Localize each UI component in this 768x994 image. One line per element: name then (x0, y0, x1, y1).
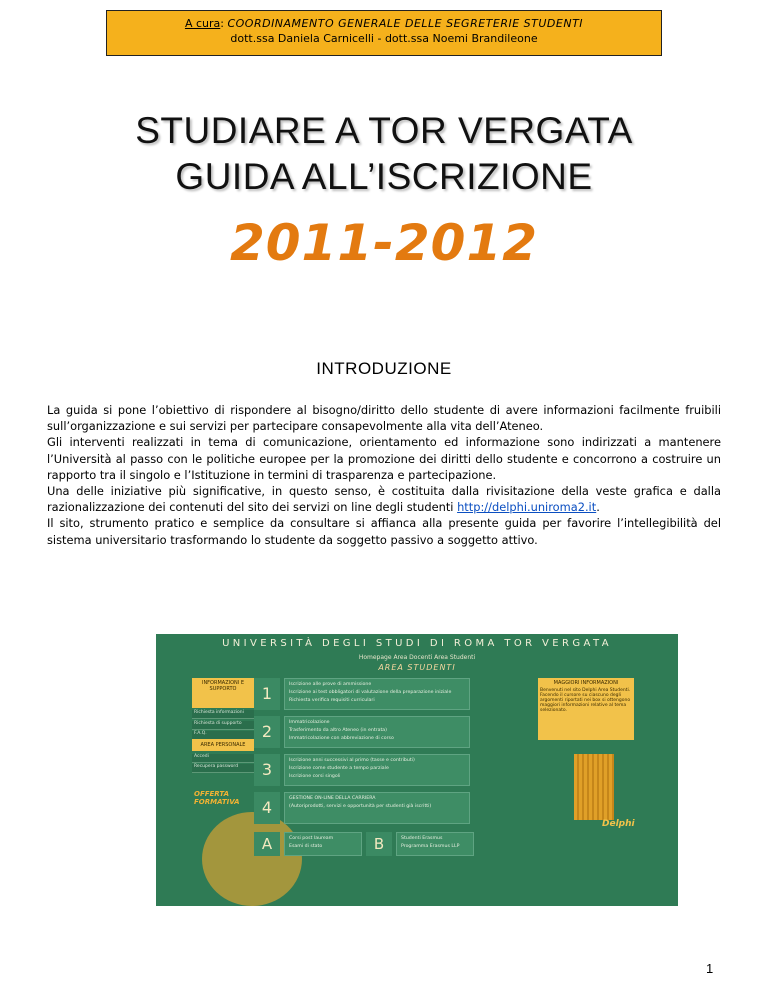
intro-paragraph-4: Il sito, strumento pratico e semplice da consultare si affianca alla presente guida per favorire l’intellegibilità del sistema universitario trasformando lo studente da soggetto passivo a soggetto attivo. (47, 516, 721, 547)
shot-step-box (284, 754, 470, 786)
shot-step-item: GESTIONE ON-LINE DELLA CARRIERA (289, 796, 376, 801)
shot-step-item: Iscrizione ai test obbligatori di valutazione della preparazione iniziale (289, 690, 452, 695)
intro-body (47, 402, 721, 548)
shot-a-item: Esami di stato (289, 844, 323, 849)
shot-info-box: INFORMAZIONI E SUPPORTO (192, 678, 254, 708)
shot-left-item: Accedi (192, 754, 254, 763)
intro-p3-end: . (596, 500, 600, 515)
header-box (106, 10, 662, 56)
year-title: 2011-2012 (229, 214, 539, 272)
intro-paragraph-1: La guida si pone l’obiettivo di rispondere al bisogno/diritto dello studente di avere informazioni facilmente fruibili sull’organizzazione e sui servizi per partecipare consapevolmente alla vita dell’Ateneo. (47, 403, 721, 434)
shot-step-box (284, 792, 470, 824)
shot-step-item: Trasferimento da altro Ateneo (in entrata) (289, 728, 388, 733)
shot-step-item: Immatricolazione (289, 720, 330, 725)
shot-news-title: MAGGIORI INFORMAZIONI (553, 680, 619, 686)
shot-step-item: Immatricolazione con abbreviazione di corso (289, 736, 394, 741)
shot-news-box (538, 678, 634, 740)
title-line-2: GUIDA ALL’ISCRIZIONE (175, 156, 593, 197)
shot-step-box (284, 716, 470, 748)
header-line-1: A cura: COORDINAMENTO GENERALE DELLE SEGRETERIE STUDENTI (184, 17, 584, 30)
shot-step-number: 2 (254, 716, 280, 748)
shot-delphi-logo: Delphi (602, 819, 635, 829)
shot-a-label: A (254, 832, 280, 856)
shot-step-item: (Autoriprodotti, servizi e opportunità per studenti già iscritti) (289, 804, 432, 809)
shot-b-item: Studenti Erasmus (401, 836, 443, 841)
shot-left-item: Richiesta informazioni (192, 710, 254, 719)
shot-left-item: Recupera password (192, 764, 254, 773)
shot-a-box (284, 832, 362, 856)
shot-offerta: OFFERTA FORMATIVA (194, 790, 240, 806)
header-organization: COORDINAMENTO GENERALE DELLE SEGRETERIE STUDENTI (227, 17, 584, 30)
shot-step-number: 4 (254, 792, 280, 824)
page-number: 1 (706, 961, 714, 976)
shot-step-box (284, 678, 470, 710)
shot-step-number: 1 (254, 678, 280, 710)
decorative-columns (574, 754, 614, 820)
header-label: A cura (184, 17, 221, 30)
shot-news-text: Benvenuti nel sito Delphi Area Studenti. Facendo il cursore su ciascuno degli argomenti riportati nei box si ottengono maggiori informazioni relative al tema selezionato. (540, 688, 631, 713)
delphi-link[interactable]: http://delphi.uniroma2.it (457, 500, 597, 515)
shot-left-item: Richiesta di supporto (192, 721, 254, 730)
shot-step-number: 3 (254, 754, 280, 786)
shot-step-item: Iscrizione alle prove di ammissione (289, 682, 372, 687)
intro-paragraph-3 (47, 483, 721, 515)
shot-step-item: Richiesta verifica requisiti curriculari (289, 698, 375, 703)
shot-step-item: Iscrizione corsi singoli (289, 774, 341, 779)
shot-b-item: Programma Erasmus LLP (401, 844, 460, 849)
intro-p3-text: Una delle iniziative più significative, in questo senso, è costituita dalla rivisitazione della veste grafica e dalla razionalizzazione dei contenuti del sito dei servizi on line degli studenti (47, 484, 721, 515)
title-line-1: STUDIARE A TOR VERGATA (135, 110, 633, 151)
intro-heading: INTRODUZIONE (316, 359, 452, 378)
delphi-site-screenshot (156, 634, 678, 906)
shot-left-item: F.A.Q. (192, 731, 254, 740)
shot-university-title: UNIVERSITÀ DEGLI STUDI DI ROMA TOR VERGATA (222, 638, 612, 649)
header-authors: dott.ssa Daniela Carnicelli - dott.ssa Noemi Brandileone (230, 32, 538, 45)
shot-b-label: B (366, 832, 392, 856)
intro-paragraph-2: Gli interventi realizzati in tema di comunicazione, orientamento ed informazione sono indirizzati a mantenere l’Università al passo con le politiche europee per la promozione dei diritti dello studente e concorrono a costruire un rapporto tra il singolo e l’Istituzione in termini di trasparenza e partecipazione. (47, 435, 721, 482)
shot-step-item: Iscrizione anni successivi al primo (tasse e contributi) (289, 758, 415, 763)
shot-nav: Homepage Area Docenti Area Studenti (358, 654, 476, 661)
shot-area-title: AREA STUDENTI (378, 663, 456, 672)
shot-personal-area: AREA PERSONALE (192, 739, 254, 751)
shot-a-item: Corsi post lauream (289, 836, 334, 841)
shot-step-item: Iscrizione come studente a tempo parziale (289, 766, 389, 771)
shot-b-box (396, 832, 474, 856)
